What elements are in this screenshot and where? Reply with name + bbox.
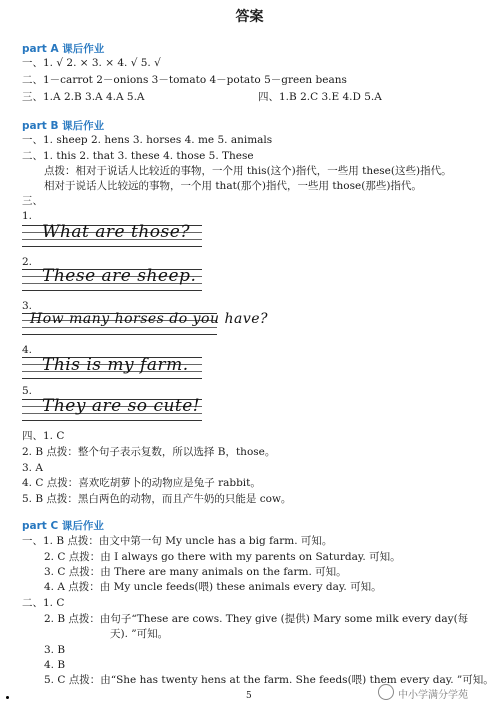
part-b-q4-row5: 5. B 点拨：黑白两色的动物，而且产牛奶的只能是 cow。	[22, 493, 292, 505]
writing-answer-2: These are sheep.	[42, 266, 197, 286]
writing-answer-3: How many horses do you have?	[30, 311, 269, 327]
part-c-q2-row2a: 2. B 点拨：由句子“These are cows. They give (提供) Mary some milk every day(每	[44, 613, 469, 625]
writing-num-1: 1.	[22, 210, 33, 222]
watermark-text: 中小学满分学苑	[398, 690, 468, 701]
writing-answer-1: What are those?	[42, 222, 190, 242]
part-b-q4-row4: 4. C 点拨：喜欢吃胡萝卜的动物应是兔子 rabbit。	[22, 477, 261, 489]
part-c-q1-row1: 一、1. B 点拨：由文中第一句 My uncle has a big farm. 可知。	[22, 535, 333, 547]
part-c-q2-row2b: 天). ”可知。	[110, 628, 169, 640]
part-b-row2: 二、1. this 2. that 3. these 4. those 5. These	[22, 150, 254, 162]
part-c-heading: part C 课后作业	[22, 520, 104, 532]
writing-answer-4: This is my farm.	[42, 355, 189, 375]
part-c-q1-row3: 3. C 点拨：由 There are many animals on the farm. 可知。	[44, 566, 347, 578]
part-c-q1-row2: 2. C 点拨：由 I always go there with my parents on Saturday. 可知。	[44, 551, 401, 563]
part-c-q2-row3: 3. B	[44, 644, 66, 656]
part-c-q1-row4: 4. A 点拨：由 My uncle feeds(喂) these animals every day. 可知。	[44, 581, 382, 593]
part-c-q2-row4: 4. B	[44, 659, 66, 671]
writing-num-3: 3.	[22, 300, 33, 312]
writing-num-5: 5.	[22, 385, 33, 397]
part-a-heading: part A 课后作业	[22, 43, 105, 55]
writing-num-4: 4.	[22, 344, 33, 356]
wechat-logo-icon	[378, 684, 394, 700]
margin-dot	[6, 696, 9, 699]
page-number: 5	[246, 691, 252, 701]
part-b-tip2: 相对于说话人比较远的事物，一个用 that(那个)指代，一些用 those(那些)指代。	[44, 180, 422, 192]
part-b-tip1: 点拨：相对于说话人比较近的事物，一个用 this(这个)指代，一些用 these(这些)指代。	[44, 165, 452, 177]
part-a-row3-right: 四、1.B 2.C 3.E 4.D 5.A	[258, 91, 382, 103]
part-b-heading: part B 课后作业	[22, 120, 105, 132]
part-b-row1: 一、1. sheep 2. hens 3. horses 4. me 5. animals	[22, 134, 273, 146]
part-a-row2: 二、1－carrot 2－onions 3－tomato 4－potato 5－green beans	[22, 74, 347, 86]
writing-answer-5: They are so cute!	[42, 396, 201, 416]
part-c-q2-row1: 二、1. C	[22, 597, 65, 609]
writing-num-2: 2.	[22, 256, 33, 268]
part-b-q4-row1: 四、1. C	[22, 430, 65, 442]
part-b-q3-label: 三、	[22, 195, 43, 207]
part-a-row1: 一、1. √ 2. × 3. × 4. √ 5. √	[22, 57, 161, 69]
part-a-row3-left: 三、1.A 2.B 3.A 4.A 5.A	[22, 91, 145, 103]
page-title: 答案	[235, 9, 264, 25]
part-c-q2-row5: 5. C 点拨：由“She has twenty hens at the farm. She feeds(喂) them every day. ”可知。	[44, 674, 494, 686]
part-b-q4-row3: 3. A	[22, 462, 43, 474]
part-b-q4-row2: 2. B 点拨：整个句子表示复数，所以选择 B，those。	[22, 446, 276, 458]
